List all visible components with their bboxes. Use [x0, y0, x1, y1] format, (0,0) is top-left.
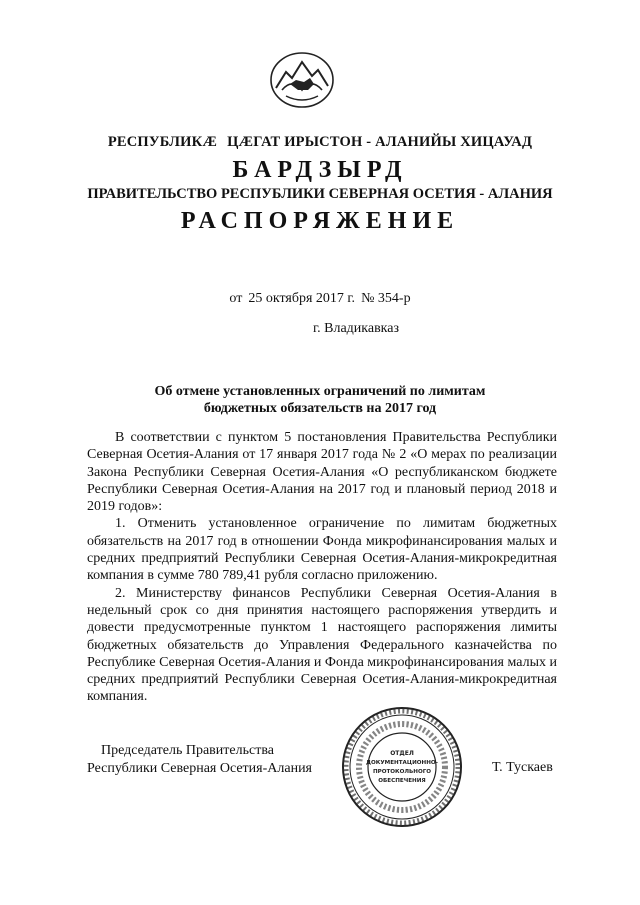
document-title-line2: бюджетных обязательств на 2017 год	[203, 401, 437, 416]
signatory-position: Председатель Правительства Республики Северная Осетия-Алания	[87, 743, 312, 776]
document-body	[87, 429, 557, 706]
official-stamp	[340, 705, 464, 829]
paragraph-item-1: 1. Отменить установленное ограничение по лимитам бюджетных обязательств на 2017 год в отношении Фонда микрофинансирования малых и средних предприятий Республики Северная Осетия-Алания-микрокредитная компания в сумме 780 789,41 рубля согласно приложению.	[87, 516, 557, 584]
date-prefix: от	[229, 291, 243, 306]
coat-of-arms-emblem	[268, 50, 336, 110]
header-russian-line: ПРАВИТЕЛЬСТВО РЕСПУБЛИКИ СЕВЕРНАЯ ОСЕТИЯ - АЛАНИЯ	[87, 186, 553, 202]
document-date-line	[0, 291, 640, 307]
header-title-russian: РАСПОРЯЖЕНИЕ	[180, 208, 460, 234]
document-number: № 354-р	[361, 291, 411, 306]
paragraph-preamble: В соответствии с пунктом 5 постановления Правительства Республики Северная Осетия-Алания от 17 января 2017 года № 2 «О мерах по реализации Закона Республики Северная Осетия-Алания «О республиканском бюджете Республики Северная Осетия-Алания на 2017 год и плановый период 2018 и 2019 годов»:	[87, 430, 557, 515]
paragraph-item-2: 2. Министерству финансов Республики Северная Осетия-Алания в недельный срок со дня принятия настоящего распоряжения утвердить и довести предусмотренные пунктом 1 настоящего распоряжения лимиты бюджетных обязательств до Управления Федерального казначейства по Республике Северная Осетия-Алания и Фонда микрофинансирования малых и средних предприятий Республики Северная Осетия-Алания-микрокредитная компания.	[87, 585, 557, 705]
stamp-text-4: ОБЕСПЕЧЕНИЯ	[378, 778, 426, 784]
header-title-ossetian: БАРДЗЫРД	[232, 157, 408, 183]
stamp-text-1: ОТДЕЛ	[390, 750, 414, 757]
document-title-line1: Об отмене установленных ограничений по лимитам	[154, 384, 486, 399]
stamp-text-2: ДОКУМЕНТАЦИОННО-	[366, 760, 438, 766]
document-city: г. Владикавказ	[312, 321, 400, 336]
signatory-name: Т. Тускаев	[492, 760, 553, 775]
header-ossetian-line: РЕСПУБЛИКӔ ЦӔГАТ ИРЫСТОН - АЛАНИЙЫ ХИЦАУАД	[107, 134, 533, 150]
stamp-text-3: ПРОТОКОЛЬНОГО	[372, 769, 432, 775]
document-date: 25 октября 2017 г.	[248, 291, 356, 306]
